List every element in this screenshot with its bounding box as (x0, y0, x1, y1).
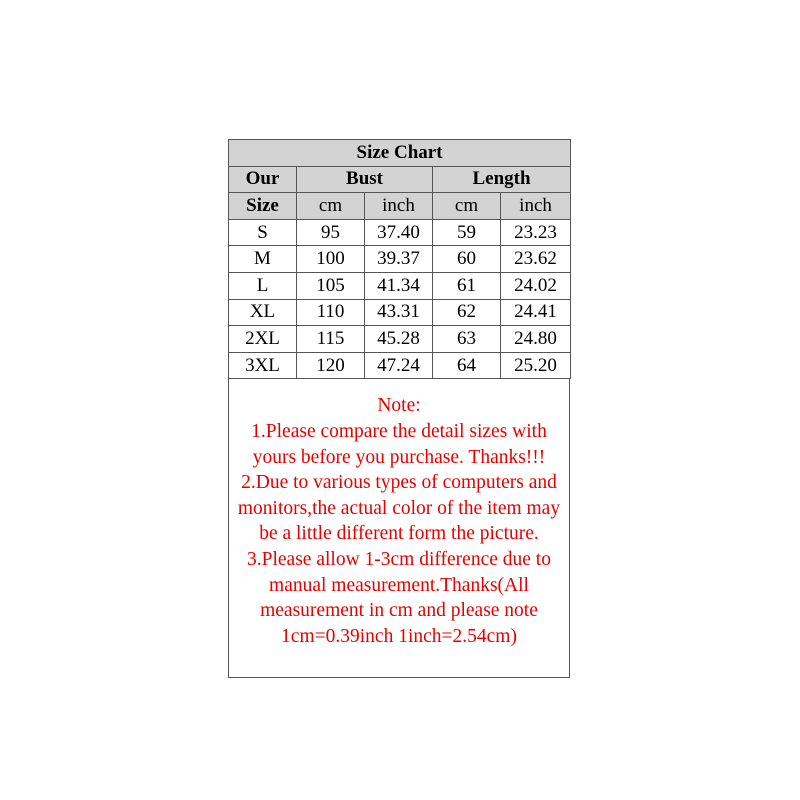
table-row (229, 326, 571, 353)
header-row-2 (229, 193, 571, 220)
unit-length-cm: cm (433, 193, 501, 220)
size-chart (228, 139, 570, 678)
cell-bust-cm: 115 (297, 326, 365, 353)
unit-bust-inch: inch (365, 193, 433, 220)
size-table (228, 139, 571, 379)
note-line: 2.Due to various types of computers and (241, 472, 557, 494)
cell-bust-cm: 95 (297, 219, 365, 246)
table-row (229, 352, 571, 379)
cell-length-cm: 62 (433, 299, 501, 326)
cell-size: M (229, 246, 297, 273)
cell-length-cm: 59 (433, 219, 501, 246)
cell-bust-inch: 39.37 (365, 246, 433, 273)
cell-length-inch: 24.80 (501, 326, 571, 353)
note-line: 3.Please allow 1-3cm difference due to (247, 548, 551, 570)
cell-size: XL (229, 299, 297, 326)
cell-bust-cm: 105 (297, 272, 365, 299)
size-rows (229, 219, 571, 379)
unit-bust-cm: cm (297, 193, 365, 220)
header-row-1 (229, 166, 571, 193)
note-line: monitors,the actual color of the item may (237, 497, 561, 519)
note-lines (229, 393, 569, 649)
cell-bust-cm: 110 (297, 299, 365, 326)
cell-length-inch: 23.62 (501, 246, 571, 273)
chart-title: Size Chart (229, 140, 571, 167)
cell-size: S (229, 219, 297, 246)
cell-length-cm: 64 (433, 352, 501, 379)
cell-length-cm: 60 (433, 246, 501, 273)
cell-length-inch: 24.02 (501, 272, 571, 299)
size-header-bottom: Size (229, 193, 297, 220)
cell-bust-inch: 37.40 (365, 219, 433, 246)
cell-bust-cm: 100 (297, 246, 365, 273)
table-row (229, 272, 571, 299)
cell-bust-inch: 43.31 (365, 299, 433, 326)
note-line: yours before you purchase. Thanks!!! (252, 446, 546, 468)
cell-length-inch: 24.41 (501, 299, 571, 326)
cell-bust-inch: 45.28 (365, 326, 433, 353)
length-header: Length (433, 166, 571, 193)
note-line: 1.Please compare the detail sizes with (251, 420, 547, 442)
cell-bust-inch: 47.24 (365, 352, 433, 379)
note-box (228, 379, 570, 678)
cell-length-cm: 61 (433, 272, 501, 299)
cell-length-inch: 25.20 (501, 352, 571, 379)
note-line: measurement in cm and please note (260, 600, 538, 622)
note-line: manual measurement.Thanks(All (269, 574, 529, 596)
cell-bust-cm: 120 (297, 352, 365, 379)
cell-length-inch: 23.23 (501, 219, 571, 246)
cell-bust-inch: 41.34 (365, 272, 433, 299)
note-heading: Note: (377, 395, 421, 417)
cell-size: L (229, 272, 297, 299)
cell-length-cm: 63 (433, 326, 501, 353)
cell-size: 3XL (229, 352, 297, 379)
table-row (229, 299, 571, 326)
note-line: 1cm=0.39inch 1inch=2.54cm) (281, 625, 517, 647)
cell-size: 2XL (229, 326, 297, 353)
table-row (229, 219, 571, 246)
note-line: be a little different form the picture. (259, 523, 539, 545)
unit-length-inch: inch (501, 193, 571, 220)
size-header-top: Our (229, 166, 297, 193)
title-row (229, 140, 571, 167)
table-row (229, 246, 571, 273)
bust-header: Bust (297, 166, 433, 193)
